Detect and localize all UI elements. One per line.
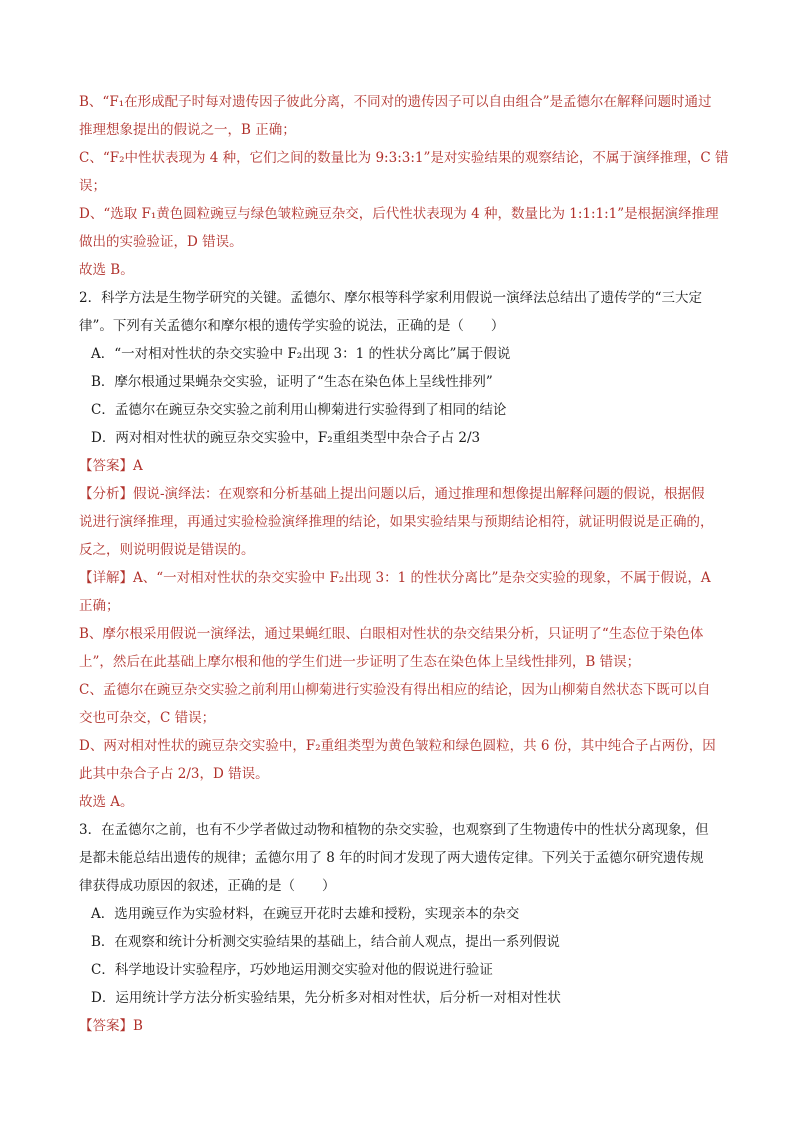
question-3-stem: 3．在孟德尔之前，也有不少学者做过动物和植物的杂交实验，也观察到了生物遗传中的性状分离现象，但 <box>79 822 709 838</box>
question-3-option-c: C．科学地设计实验程序，巧妙地运用测交实验对他的假说进行验证 <box>91 962 493 978</box>
question-2-option-d: D．两对相对性状的豌豆杂交实验中，F₂重组类型中杂合子占 2/3 <box>91 430 481 446</box>
answer-explanation-line: 误； <box>79 178 106 194</box>
question-2-detail: B、摩尔根采用假说一演绎法，通过果蝇红眼、白眼相对性状的杂交结果分析，只证明了“生态位于染色体 <box>79 626 704 642</box>
question-2-answer: 【答案】A <box>79 458 143 474</box>
question-2-conclusion: 故选 A。 <box>79 794 134 810</box>
question-2-option-c: C．孟德尔在豌豆杂交实验之前利用山柳菊进行实验得到了相同的结论 <box>91 402 507 418</box>
question-2-stem: 律”。下列有关孟德尔和摩尔根的遗传学实验的说法，正确的是（ ） <box>79 318 505 334</box>
answer-explanation-line: 推理想象提出的假说之一，B 正确； <box>79 122 296 138</box>
question-2-detail: 交也可杂交，C 错误； <box>79 710 216 726</box>
question-3-option-d: D．运用统计学方法分析实验结果，先分析多对相对性状，后分析一对相对性状 <box>91 990 561 1006</box>
question-2-detail: 上”，然后在此基础上摩尔根和他的学生们进一步证明了生态在染色体上呈线性排列，B 错误； <box>79 654 641 670</box>
answer-explanation-line: D、“选取 F₁黄色圆粒豌豆与绿色皱粒豌豆杂交，后代性状表现为 4 种，数量比为 1:1:1:1”是根据演绎推理 <box>79 206 719 222</box>
question-2-detail: 正确； <box>79 598 120 614</box>
question-2-detail: D、两对相对性状的豌豆杂交实验中，F₂重组类型为黄色皱粒和绿色圆粒，共 6 份，其中纯合子占两份，因 <box>79 738 716 754</box>
question-2-option-b: B．摩尔根通过果蝇杂交实验，证明了“生态在染色体上呈线性排列” <box>91 374 493 390</box>
question-3-option-b: B．在观察和统计分析测交实验结果的基础上，结合前人观点，提出一系列假说 <box>91 934 560 950</box>
answer-explanation-line: C、“F₂中性状表现为 4 种，它们之间的数量比为 9:3:3:1”是对实验结果的观察结论，不属于演绎推理，C 错 <box>79 150 729 166</box>
answer-conclusion: 故选 B。 <box>79 262 134 278</box>
question-2-detail: 此其中杂合子占 2/3，D 错误。 <box>79 766 269 782</box>
answer-explanation-line: B、“F₁在形成配子时每对遗传因子彼此分离，不同对的遗传因子可以自由组合”是孟德尔在解释问题时通过 <box>79 94 712 110</box>
question-2-stem: 2．科学方法是生物学研究的关键。孟德尔、摩尔根等科学家利用假说一演绎法总结出了遗传学的“三大定 <box>79 290 702 306</box>
question-3-stem: 是都未能总结出遗传的规律；孟德尔用了 8 年的时间才发现了两大遗传定律。下列关于孟德尔研究遗传规 <box>79 850 704 866</box>
question-2-detail: C、孟德尔在豌豆杂交实验之前利用山柳菊进行实验没有得出相应的结论，因为山柳菊自然状态下既可以自 <box>79 682 711 698</box>
question-2-analysis: 说进行演绎推理，再通过实验检验演绎推理的结论，如果实验结果与预期结论相符，就证明假说是正确的， <box>79 514 714 530</box>
answer-explanation-line: 做出的实验验证，D 错误。 <box>79 234 243 250</box>
question-2-analysis: 【分析】假说-演绎法：在观察和分析基础上提出问题以后，通过推理和想像提出解释问题的假说，根据假 <box>79 486 705 502</box>
question-3-option-a: A．选用豌豆作为实验材料，在豌豆开花时去雄和授粉，实现亲本的杂交 <box>91 906 520 922</box>
question-2-detail: 【详解】A、“一对相对性状的杂交实验中 F₂出现 3：1 的性状分离比”是杂交实验的现象，不属于假说，A <box>79 570 711 586</box>
question-3-answer: 【答案】B <box>79 1018 143 1034</box>
question-2-option-a: A．“一对相对性状的杂交实验中 F₂出现 3：1 的性状分离比”属于假说 <box>91 346 511 362</box>
question-3-stem: 律获得成功原因的叙述，正确的是（ ） <box>79 878 336 894</box>
question-2-analysis: 反之，则说明假说是错误的。 <box>79 542 255 558</box>
